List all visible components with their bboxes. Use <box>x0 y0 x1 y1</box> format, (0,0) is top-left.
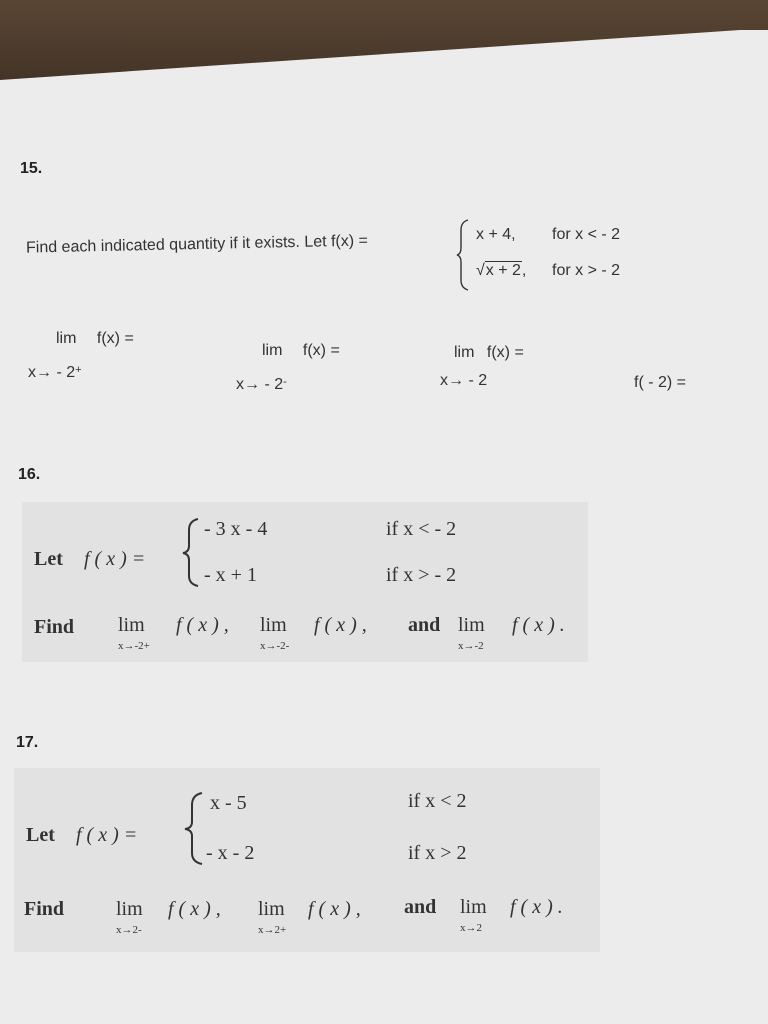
q15-case1-expression: x + 4, <box>476 226 516 243</box>
sub-text: x→2 <box>258 924 280 936</box>
q17-case1-expression: x - 5 <box>210 792 247 814</box>
fx-text: f(x) = <box>96 330 134 347</box>
question-16-number: 16. <box>18 466 41 483</box>
side-superscript: - <box>285 640 290 652</box>
approach-text: x→ - 2 <box>236 376 284 393</box>
q15-case2-condition: for x > - 2 <box>552 262 621 279</box>
q16-term-1: f ( x ) , <box>176 614 229 636</box>
lim-text: lim <box>454 344 475 361</box>
q16-term-2: f ( x ) , <box>314 614 367 636</box>
q16-find: Find <box>34 616 75 638</box>
q17-case2-condition: if x > 2 <box>408 842 467 864</box>
q17-lim-2-sub <box>258 924 286 936</box>
lim-text: lim <box>56 330 77 347</box>
q17-lim-1: lim <box>116 898 143 920</box>
q15-comma: , <box>521 262 527 279</box>
q16-case2-expression: - x + 1 <box>204 564 257 586</box>
lim-text: lim <box>262 342 283 359</box>
q16-lim-3: lim <box>458 614 485 636</box>
q16-case1-condition: if x < - 2 <box>386 518 457 540</box>
q17-lim-3: lim <box>460 896 487 918</box>
q16-case1-expression: - 3 x - 4 <box>204 518 268 540</box>
question-17-number: 17. <box>16 734 39 751</box>
q15-radicand: x + 2 <box>485 262 521 279</box>
q16-and: and <box>408 614 441 636</box>
q17-term-1: f ( x ) , <box>168 898 221 920</box>
side-superscript: + <box>280 924 287 936</box>
q15-limit-2-approach <box>236 376 287 394</box>
q17-case2-expression: - x - 2 <box>206 842 255 864</box>
q16-brace <box>180 516 202 588</box>
fx-text: f(x) = <box>302 342 340 359</box>
q17-brace <box>182 790 206 866</box>
q15-limit-2 <box>262 342 340 360</box>
q17-let: Let <box>26 824 55 846</box>
q16-lim-2-sub <box>260 640 289 652</box>
q15-brace <box>456 218 472 292</box>
q15-limit-1-approach <box>28 364 82 382</box>
q16-term-3: f ( x ) . <box>512 614 565 636</box>
q16-lim-2: lim <box>260 614 287 636</box>
sqrt-symbol: √ <box>476 262 485 279</box>
q17-problem-box <box>14 768 600 952</box>
q17-case1-condition: if x < 2 <box>408 790 467 812</box>
q15-case1-condition: for x < - 2 <box>552 226 621 243</box>
q15-limit-1 <box>56 330 134 348</box>
q15-limit-3 <box>454 344 524 362</box>
approach-text: x→ - 2 <box>28 364 76 381</box>
q17-term-3: f ( x ) . <box>510 896 563 918</box>
q17-fx: f ( x ) = <box>76 824 138 846</box>
question-15-prompt: Find each indicated quantity if it exists. Let f(x) = <box>25 232 369 257</box>
side-superscript: + <box>143 640 150 652</box>
q16-lim-3-sub: x→-2 <box>458 640 484 652</box>
q16-fx: f ( x ) = <box>84 548 146 570</box>
question-15-number: 15. <box>20 160 43 177</box>
q16-problem-box <box>22 502 588 662</box>
q16-lim-1-sub <box>118 640 150 652</box>
q17-term-2: f ( x ) , <box>308 898 361 920</box>
side-superscript: + <box>75 364 82 376</box>
q15-limit-3-approach: x→ - 2 <box>440 372 488 389</box>
q15-case2-expression <box>476 262 526 280</box>
sub-text: x→-2 <box>118 640 144 652</box>
side-superscript: - <box>283 376 287 388</box>
side-superscript: - <box>138 924 142 936</box>
sub-text: x→2 <box>116 924 138 936</box>
q17-find: Find <box>24 898 65 920</box>
fx-text: f(x) = <box>486 344 524 361</box>
q17-lim-1-sub <box>116 924 142 936</box>
q16-let: Let <box>34 548 63 570</box>
q17-and: and <box>404 896 437 918</box>
q16-case2-condition: if x > - 2 <box>386 564 457 586</box>
q17-lim-3-sub: x→2 <box>460 922 482 934</box>
sub-text: x→-2 <box>260 640 286 652</box>
q16-lim-1: lim <box>118 614 145 636</box>
q17-lim-2: lim <box>258 898 285 920</box>
q15-function-value: f( - 2) = <box>634 374 687 391</box>
